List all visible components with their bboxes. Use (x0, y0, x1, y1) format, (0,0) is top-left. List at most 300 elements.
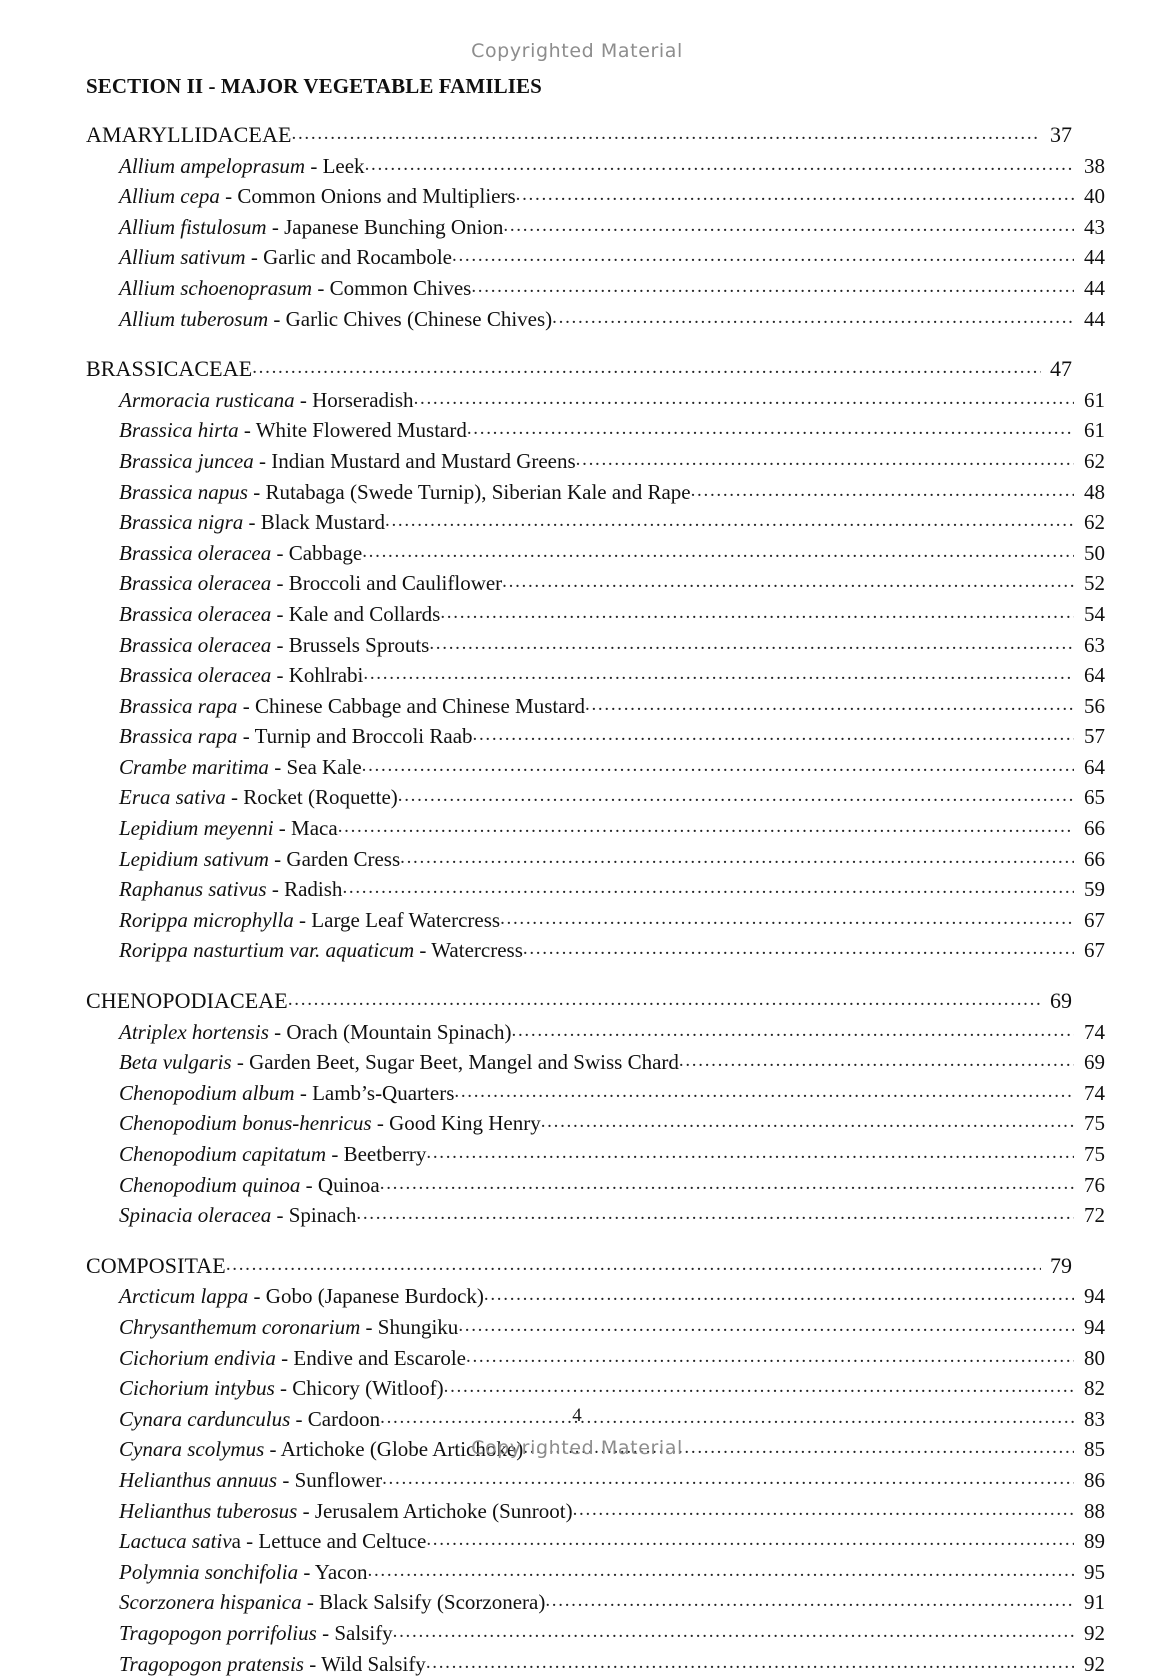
common-name: Black Salsify (Scorzonera) (319, 1590, 545, 1614)
dot-leader (393, 1617, 1074, 1647)
toc-species-row[interactable] (86, 182, 1105, 213)
species-page-number: 74 (1075, 1079, 1105, 1109)
scientific-name: Chenopodium bonus-henricus (119, 1111, 372, 1135)
species-page-number: 85 (1075, 1435, 1105, 1465)
common-name: Maca (291, 816, 338, 840)
dot-leader (541, 1107, 1074, 1137)
name-separator: - (372, 1111, 390, 1135)
scientific-name: Cichorium intybus (119, 1376, 275, 1400)
dot-leader (342, 873, 1074, 903)
scientific-name: Allium sativum (119, 245, 246, 269)
dot-leader (679, 1046, 1074, 1076)
common-name: Jerusalem Artichoke (Sunroot) (315, 1499, 573, 1523)
scientific-name: Atriplex hortensis (119, 1020, 269, 1044)
name-separator: - (317, 1621, 335, 1645)
species-page-number: 72 (1075, 1201, 1105, 1231)
name-separator: - (268, 307, 286, 331)
species-page-number: 86 (1075, 1466, 1105, 1496)
name-separator: - (360, 1315, 378, 1339)
scientific-name: Allium tuberosum (119, 307, 268, 331)
toc-species-row[interactable] (86, 1018, 1105, 1049)
family-block (86, 986, 1072, 1232)
scientific-name: Brassica oleracea (119, 571, 271, 595)
species-page-number: 64 (1075, 661, 1105, 691)
toc-species-row[interactable] (86, 508, 1105, 539)
scientific-name: Chenopodium album (119, 1081, 295, 1105)
section-title: SECTION II - MAJOR VEGETABLE FAMILIES (86, 74, 542, 99)
name-separator: - (414, 938, 431, 962)
species-page-number: 52 (1075, 569, 1105, 599)
dot-leader (440, 598, 1074, 628)
scientific-name: Scorzonera hispanica (119, 1590, 302, 1614)
name-separator: - (254, 449, 272, 473)
family-name: COMPOSITAE (86, 1251, 226, 1281)
common-name: Sea Kale (286, 755, 361, 779)
scientific-name: Beta vulgaris (119, 1050, 232, 1074)
name-separator: - (239, 418, 256, 442)
toc-family-row[interactable] (86, 120, 1072, 152)
name-separator: - (305, 154, 323, 178)
species-page-number: 82 (1075, 1374, 1105, 1404)
common-name: Brussels Sprouts (289, 633, 430, 657)
dot-leader (585, 690, 1074, 720)
species-page-number: 75 (1075, 1140, 1105, 1170)
toc-species-row[interactable] (86, 1201, 1105, 1232)
species-label (119, 508, 385, 538)
species-label (119, 1527, 426, 1557)
species-page-number: 63 (1075, 631, 1105, 661)
species-label (119, 447, 576, 477)
scientific-name: Raphanus sativus (119, 877, 267, 901)
name-separator: - (271, 602, 289, 626)
species-page-number: 88 (1075, 1497, 1105, 1527)
species-page-number: 92 (1075, 1650, 1105, 1680)
dot-leader (471, 272, 1074, 302)
common-name: Turnip and Broccoli Raab (255, 724, 473, 748)
name-separator: - (290, 1407, 308, 1431)
dot-leader (545, 1586, 1074, 1616)
dot-leader (292, 119, 1041, 149)
species-page-number: 59 (1075, 875, 1105, 905)
species-label (119, 1109, 541, 1139)
scientific-name: Lepidium meyenni (119, 816, 274, 840)
species-page-number: 61 (1075, 416, 1105, 446)
scientific-name: Brassica oleracea (119, 663, 271, 687)
common-name: Chicory (Witloof) (292, 1376, 443, 1400)
species-page-number: 56 (1075, 692, 1105, 722)
scientific-name: Allium fistulosum (119, 215, 267, 239)
species-label (119, 1201, 356, 1231)
name-separator: - (274, 816, 292, 840)
scientific-name: Brassica oleracea (119, 602, 271, 626)
name-separator: - (237, 694, 255, 718)
name-separator: - (300, 1173, 318, 1197)
scientific-name: Allium ampeloprasum (119, 154, 305, 178)
species-page-number: 74 (1075, 1018, 1105, 1048)
scientific-name: Polymnia sonchifolia (119, 1560, 298, 1584)
family-block (86, 120, 1072, 335)
species-page-number: 91 (1075, 1588, 1105, 1618)
name-separator: - (298, 1560, 315, 1584)
species-label (119, 936, 523, 966)
toc-species-row[interactable] (86, 1558, 1105, 1589)
name-separator: - (237, 724, 254, 748)
scientific-name: Rorippa microphylla (119, 908, 294, 932)
dot-leader (467, 414, 1074, 444)
name-separator: - (271, 663, 289, 687)
family-page-number: 69 (1042, 986, 1072, 1016)
name-separator: - (294, 908, 312, 932)
species-page-number: 76 (1075, 1171, 1105, 1201)
species-label (119, 783, 398, 813)
family-page-number: 37 (1042, 120, 1072, 150)
species-label (119, 182, 516, 212)
toc-species-row[interactable] (86, 661, 1105, 692)
species-label (119, 1588, 545, 1618)
name-separator: - (248, 1284, 266, 1308)
toc-family-row[interactable] (86, 354, 1072, 386)
toc-species-row[interactable] (86, 600, 1105, 631)
dot-leader (356, 1199, 1074, 1229)
scientific-name: Brassica nigra (119, 510, 243, 534)
dot-leader (338, 812, 1074, 842)
common-name: Sunflower (295, 1468, 383, 1492)
species-page-number: 94 (1075, 1313, 1105, 1343)
species-page-number: 62 (1075, 508, 1105, 538)
dot-leader (502, 567, 1074, 597)
dot-leader (500, 904, 1074, 934)
toc-species-row[interactable] (86, 569, 1105, 600)
scientific-name: Eruca sativa (119, 785, 226, 809)
common-name: Orach (Mountain Spinach) (286, 1020, 511, 1044)
species-label (119, 416, 467, 446)
species-label (119, 539, 362, 569)
family-name: BRASSICACEAE (86, 354, 252, 384)
scientific-name: Brassica juncea (119, 449, 254, 473)
common-name: White Flowered Mustard (256, 418, 467, 442)
species-label (119, 600, 440, 630)
species-label (119, 692, 585, 722)
name-separator: - (271, 541, 289, 565)
common-name: Gobo (Japanese Burdock) (266, 1284, 484, 1308)
dot-leader (362, 537, 1074, 567)
species-page-number: 54 (1075, 600, 1105, 630)
name-separator: - (226, 785, 244, 809)
scientific-name: Armoracia rusticana (119, 388, 295, 412)
scientific-name: Helianthus annuus (119, 1468, 277, 1492)
scientific-name: Brassica rapa (119, 694, 237, 718)
common-name: Shungiku (378, 1315, 459, 1339)
name-separator: - (271, 1203, 289, 1227)
name-separator: - (269, 847, 287, 871)
common-name: Quinoa (318, 1173, 380, 1197)
species-page-number: 65 (1075, 783, 1105, 813)
toc-species-row[interactable] (86, 783, 1105, 814)
dot-leader (288, 985, 1041, 1015)
common-name: Radish (284, 877, 342, 901)
common-name: Beetberry (344, 1142, 427, 1166)
common-name: Common Onions and Multipliers (237, 184, 515, 208)
dot-leader (691, 476, 1074, 506)
toc-species-row[interactable] (86, 845, 1105, 876)
species-page-number: 61 (1075, 386, 1105, 416)
family-block (86, 354, 1072, 967)
scientific-name: Brassica rapa (119, 724, 237, 748)
species-page-number: 43 (1075, 213, 1105, 243)
dot-leader (400, 843, 1074, 873)
dot-leader (252, 353, 1041, 383)
toc-species-row[interactable] (86, 1048, 1105, 1079)
name-separator: - (312, 276, 330, 300)
toc-species-row[interactable] (86, 152, 1105, 183)
name-separator: - (267, 877, 285, 901)
scientific-name: Brassica hirta (119, 418, 239, 442)
name-separator: - (269, 1020, 287, 1044)
species-page-number: 67 (1075, 906, 1105, 936)
common-name: Chinese Cabbage and Chinese Mustard (255, 694, 585, 718)
common-name: Common Chives (330, 276, 472, 300)
toc-species-row[interactable] (86, 906, 1105, 937)
species-label (119, 1558, 368, 1588)
dot-leader (458, 1311, 1074, 1341)
species-page-number: 69 (1075, 1048, 1105, 1078)
copyright-watermark-bottom: Copyrighted Material (0, 1437, 1154, 1459)
toc-species-row[interactable] (86, 936, 1105, 967)
toc-species-row[interactable] (86, 1171, 1105, 1202)
species-page-number: 66 (1075, 814, 1105, 844)
dot-leader (484, 1280, 1074, 1310)
family-page-number: 79 (1042, 1251, 1072, 1281)
toc-species-row[interactable] (86, 1140, 1105, 1171)
common-name: Spinach (289, 1203, 357, 1227)
page-number: 4 (0, 1405, 1154, 1427)
common-name: Rutabaga (Swede Turnip), Siberian Kale and Rape (265, 480, 690, 504)
species-page-number: 92 (1075, 1619, 1105, 1649)
toc-species-row[interactable] (86, 1344, 1105, 1375)
toc-species-row[interactable] (86, 1313, 1105, 1344)
dot-leader (226, 1250, 1041, 1280)
common-name: Kohlrabi (289, 663, 364, 687)
dot-leader (426, 1138, 1074, 1168)
name-separator: - (243, 510, 261, 534)
name-separator: - (304, 1652, 321, 1676)
toc-species-row[interactable] (86, 1527, 1105, 1558)
toc-species-row[interactable] (86, 753, 1105, 784)
scientific-name: Chenopodium capitatum (119, 1142, 326, 1166)
common-name: Leek (323, 154, 365, 178)
toc-species-row[interactable] (86, 1619, 1105, 1650)
dot-leader (552, 303, 1074, 333)
species-label (119, 569, 502, 599)
scientific-name: Cynara cardunculus (119, 1407, 290, 1431)
common-name: Wild Salsify (321, 1652, 426, 1676)
scientific-name: Chrysanthemum coronarium (119, 1315, 360, 1339)
common-name: Artichoke (Globe Artichoke) (281, 1437, 524, 1461)
species-label (119, 1619, 393, 1649)
scientific-name: Rorippa nasturtium var. aquaticum (119, 938, 414, 962)
species-label (119, 1313, 458, 1343)
toc-species-row[interactable] (86, 1282, 1105, 1313)
name-separator: - (276, 1346, 294, 1370)
species-page-number: 48 (1075, 478, 1105, 508)
species-page-number: 44 (1075, 305, 1105, 335)
common-name: Garlic Chives (Chinese Chives) (286, 307, 553, 331)
species-label (119, 1018, 512, 1048)
common-name: Garden Beet, Sugar Beet, Mangel and Swiss Chard (249, 1050, 679, 1074)
species-label (119, 1466, 382, 1496)
toc-species-row[interactable] (86, 539, 1105, 570)
toc-species-row[interactable] (86, 1079, 1105, 1110)
name-separator: - (271, 633, 289, 657)
name-separator: - (220, 184, 238, 208)
name-separator: - (297, 1499, 315, 1523)
common-name: Japanese Bunching Onion (284, 215, 503, 239)
scientific-name: Brassica oleracea (119, 541, 271, 565)
dot-leader (365, 150, 1074, 180)
common-name: Endive and Escarole (293, 1346, 466, 1370)
species-page-number: 57 (1075, 722, 1105, 752)
common-name: Broccoli and Cauliflower (289, 571, 502, 595)
name-separator: - (295, 1081, 313, 1105)
toc-species-row[interactable] (86, 274, 1105, 305)
species-label (119, 1048, 679, 1078)
scientific-name: Allium schoenoprasum (119, 276, 312, 300)
toc-species-row[interactable] (86, 1109, 1105, 1140)
species-label (119, 875, 342, 905)
scientific-name: Lactuca sativ (119, 1529, 232, 1553)
dot-leader (573, 1495, 1074, 1525)
species-label (119, 386, 414, 416)
toc-species-row[interactable] (86, 875, 1105, 906)
toc-species-row[interactable] (86, 213, 1105, 244)
species-page-number: 83 (1075, 1405, 1105, 1435)
species-page-number: 44 (1075, 243, 1105, 273)
scientific-name: Crambe maritima (119, 755, 269, 779)
copyright-watermark-top: Copyrighted Material (0, 40, 1154, 62)
name-separator: - (232, 1050, 250, 1074)
name-separator: - (248, 480, 266, 504)
toc-species-row[interactable] (86, 1588, 1105, 1619)
toc-family-row[interactable] (86, 986, 1072, 1018)
toc-species-row[interactable] (86, 1374, 1105, 1405)
toc-species-row[interactable] (86, 243, 1105, 274)
dot-leader (523, 934, 1074, 964)
dot-leader (452, 241, 1074, 271)
common-name: Lettuce and Celtuce (258, 1529, 426, 1553)
scientific-name: Brassica napus (119, 480, 248, 504)
scientific-name-tail-wrap (232, 1529, 241, 1553)
toc-species-row[interactable] (86, 478, 1105, 509)
species-page-number: 95 (1075, 1558, 1105, 1588)
name-separator: - (326, 1142, 344, 1166)
name-separator: - (241, 1529, 259, 1553)
dot-leader (385, 506, 1074, 536)
dot-leader (512, 1016, 1074, 1046)
common-name: Salsify (334, 1621, 392, 1645)
common-name: Garden Cress (286, 847, 400, 871)
species-label (119, 213, 503, 243)
common-name: Watercress (431, 938, 523, 962)
dot-leader (444, 1372, 1074, 1402)
dot-leader (363, 659, 1074, 689)
common-name: Cardoon (308, 1407, 380, 1431)
family-page-number: 47 (1042, 354, 1072, 384)
scientific-name: Lepidium sativum (119, 847, 269, 871)
name-separator: - (275, 1376, 293, 1400)
toc-species-row[interactable] (86, 1650, 1105, 1680)
species-label (119, 152, 365, 182)
species-page-number: 40 (1075, 182, 1105, 212)
family-name: CHENOPODIACEAE (86, 986, 288, 1016)
species-label (119, 1171, 380, 1201)
common-name: Cabbage (289, 541, 362, 565)
species-page-number: 44 (1075, 274, 1105, 304)
toc-species-row[interactable] (86, 416, 1105, 447)
dot-leader (473, 720, 1074, 750)
species-label (119, 243, 452, 273)
toc-species-row[interactable] (86, 814, 1105, 845)
common-name: Indian Mustard and Mustard Greens (271, 449, 575, 473)
species-label (119, 631, 429, 661)
species-label (119, 906, 500, 936)
common-name: Large Leaf Watercress (311, 908, 500, 932)
common-name: Yacon (315, 1560, 368, 1584)
name-separator: - (295, 388, 313, 412)
species-label (119, 478, 691, 508)
toc-family-row[interactable] (86, 1251, 1072, 1283)
species-page-number: 75 (1075, 1109, 1105, 1139)
species-label (119, 1374, 444, 1404)
name-separator: - (271, 571, 289, 595)
family-name: AMARYLLIDACEAE (86, 120, 292, 150)
toc-species-row[interactable] (86, 1497, 1105, 1528)
species-label (119, 661, 363, 691)
toc-species-row[interactable] (86, 692, 1105, 723)
dot-leader (426, 1648, 1074, 1678)
scientific-name: Brassica oleracea (119, 633, 271, 657)
toc-species-row[interactable] (86, 631, 1105, 662)
common-name: Black Mustard (261, 510, 385, 534)
name-separator: - (246, 245, 264, 269)
dot-leader (362, 751, 1074, 781)
dot-leader (466, 1342, 1074, 1372)
name-separator: - (302, 1590, 320, 1614)
toc-species-row[interactable] (86, 305, 1105, 336)
scientific-name: Cichorium endivia (119, 1346, 276, 1370)
scientific-name: Chenopodium quinoa (119, 1173, 300, 1197)
scientific-name: Cynara scolymus (119, 1437, 264, 1461)
toc-species-row[interactable] (86, 386, 1105, 417)
toc-species-row[interactable] (86, 722, 1105, 753)
toc-species-row[interactable] (86, 447, 1105, 478)
scientific-name: Helianthus tuberosus (119, 1499, 297, 1523)
scientific-name: Allium cepa (119, 184, 220, 208)
dot-leader (380, 1169, 1074, 1199)
species-label (119, 1650, 426, 1680)
toc-species-row[interactable] (86, 1466, 1105, 1497)
dot-leader (516, 180, 1074, 210)
name-separator: - (277, 1468, 295, 1492)
scientific-name-roman-tail: a (232, 1529, 241, 1553)
species-page-number: 89 (1075, 1527, 1105, 1557)
scientific-name: Tragopogon pratensis (119, 1652, 304, 1676)
species-label (119, 274, 471, 304)
species-label (119, 753, 362, 783)
species-label (119, 1282, 484, 1312)
species-page-number: 64 (1075, 753, 1105, 783)
dot-leader (414, 384, 1074, 414)
name-separator: - (269, 755, 287, 779)
